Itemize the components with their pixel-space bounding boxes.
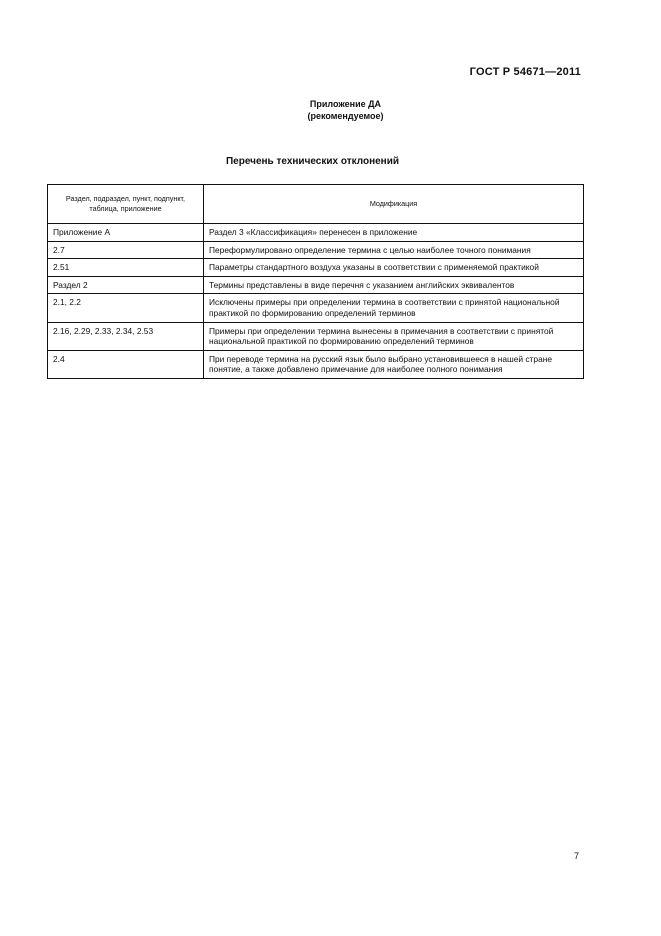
- appendix-title: Приложение ДА: [309, 99, 382, 109]
- appendix-heading: [0, 98, 661, 122]
- table-row: [48, 276, 584, 294]
- deviations-table: [47, 184, 584, 379]
- header-modification: Модификация: [204, 185, 584, 224]
- document-code: ГОСТ Р 54671—2011: [469, 66, 581, 78]
- table-header-row: [48, 185, 584, 224]
- row-section: 2.51: [48, 259, 204, 277]
- row-section: 2.1, 2.2: [48, 294, 204, 322]
- table-row: [48, 224, 584, 242]
- table-row: [48, 241, 584, 259]
- table-title-text: Перечень технических отклонений: [225, 156, 400, 167]
- row-section: Раздел 2: [48, 276, 204, 294]
- row-modification: Термины представлены в виде перечня с указанием английских эквивалентов: [204, 276, 584, 294]
- row-modification: Исключены примеры при определении термина в соответствии с принятой национальной практикой по формированию определений терминов: [204, 294, 584, 322]
- table-row: [48, 322, 584, 350]
- row-section: 2.7: [48, 241, 204, 259]
- row-modification: При переводе термина на русский язык было выбрано установившееся в нашей стране понятие, а также добавлено примечание для наиболее полного понимания: [204, 350, 584, 378]
- table-row: [48, 259, 584, 277]
- row-modification: Параметры стандартного воздуха указаны в соответствии с применяемой практикой: [204, 259, 584, 277]
- table-title: [0, 156, 661, 167]
- table-row: [48, 350, 584, 378]
- row-modification: Раздел 3 «Классификация» перенесен в приложение: [204, 224, 584, 242]
- row-modification: Переформулировано определение термина с целью наиболее точного понимания: [204, 241, 584, 259]
- table-row: [48, 294, 584, 322]
- appendix-subtitle: (рекомендуемое): [307, 111, 384, 121]
- header-section: Раздел, подраздел, пункт, подпункт, таблица, приложение: [48, 185, 204, 224]
- row-section: Приложение А: [48, 224, 204, 242]
- page-number: 7: [573, 851, 579, 861]
- row-modification: Примеры при определении термина вынесены в примечания в соответствии с принятой национальной практикой по формированию определений терминов: [204, 322, 584, 350]
- row-section: 2.4: [48, 350, 204, 378]
- row-section: 2.16, 2.29, 2.33, 2.34, 2.53: [48, 322, 204, 350]
